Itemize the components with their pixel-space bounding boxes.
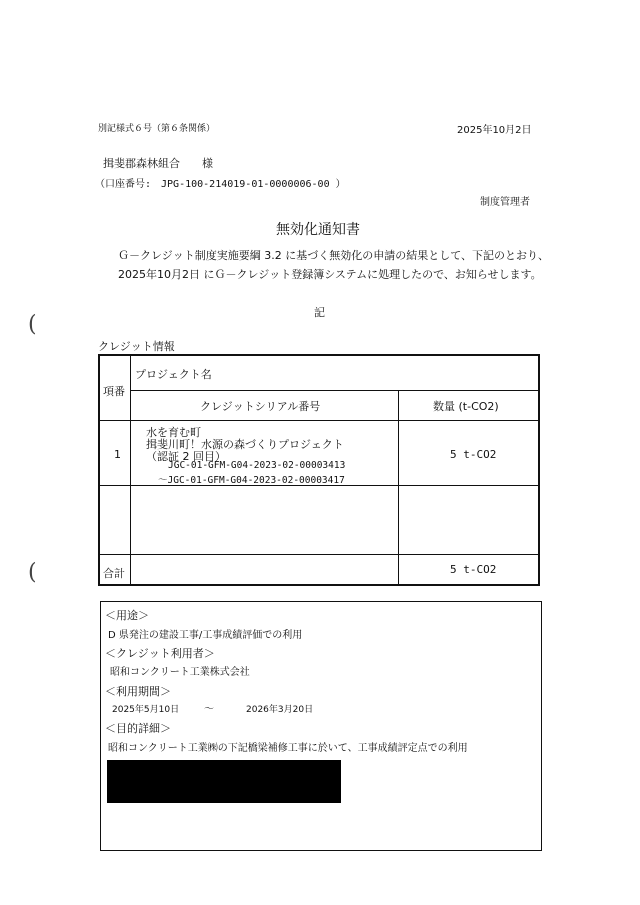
row-divider-header	[100, 420, 540, 421]
ki-mark: 記	[314, 306, 325, 319]
purpose-value: D 県発注の建設工事/工事成績評価での利用	[108, 630, 303, 641]
credit-user-value: 昭和コンクリート工業株式会社	[110, 667, 250, 678]
row-1-project-line-3: （認証 2 回目）	[146, 450, 226, 463]
row-1-project-line-2: 揖斐川町！水源の森づくりプロジェクト	[146, 438, 344, 451]
row-1-quantity: 5 t-CO2	[450, 448, 497, 461]
period-separator: ～	[204, 704, 214, 715]
header-project-name: プロジェクト名	[135, 368, 212, 381]
redaction-block	[107, 760, 341, 803]
purpose-detail-value: 昭和コンクリート工業㈱の下記橋梁補修工事に於いて、工事成績評定点での利用	[108, 743, 468, 754]
usage-period-label: ＜利用期間＞	[105, 685, 171, 698]
credit-user-label: ＜クレジット利用者＞	[105, 647, 215, 660]
credit-info-label: クレジット情報	[98, 340, 175, 353]
purpose-label: ＜用途＞	[105, 609, 149, 622]
row-1-no: 1	[114, 448, 121, 461]
body-line-1: Ｇ－クレジット制度実施要綱 3.2 に基づく無効化の申請の結果として、下記のとおり、	[118, 249, 549, 262]
total-label: 合計	[103, 567, 125, 580]
issuer: 制度管理者	[480, 197, 530, 208]
purpose-detail-label: ＜目的詳細＞	[105, 722, 171, 735]
recipient-name: 揖斐郡森林組合 様	[103, 157, 213, 170]
form-reference: 別記様式６号（第６条関係）	[98, 124, 216, 134]
issue-date: 2025年10月2日	[457, 125, 532, 136]
row-divider-2	[100, 554, 540, 555]
header-item-no: 項番	[103, 385, 125, 398]
punch-hole-mark-bottom: (	[28, 560, 37, 585]
header-serial: クレジットシリアル番号	[200, 400, 321, 413]
credit-table	[98, 354, 540, 586]
total-value: 5 t-CO2	[450, 563, 497, 576]
punch-hole-mark-top: (	[28, 312, 37, 337]
document-title: 無効化通知書	[276, 222, 360, 238]
row-1-serial-to: ～JGC-01-GFM-G04-2023-02-00003417	[158, 475, 345, 486]
header-quantity: 数量 (t-CO2)	[433, 400, 499, 413]
body-line-2: 2025年10月2日 にＧ－クレジット登録簿システムに処理したので、お知らせします。	[118, 268, 542, 281]
row-divider-subheader	[130, 390, 540, 391]
period-start: 2025年5月10日	[112, 705, 180, 715]
row-1-project-line-1: 水を育む町	[146, 426, 201, 439]
period-end: 2026年3月20日	[246, 705, 314, 715]
row-1-serial-from: JGC-01-GFM-G04-2023-02-00003413	[168, 460, 346, 471]
account-number: （口座番号: JPG-100-214019-01-0000006-00 ）	[95, 179, 346, 190]
